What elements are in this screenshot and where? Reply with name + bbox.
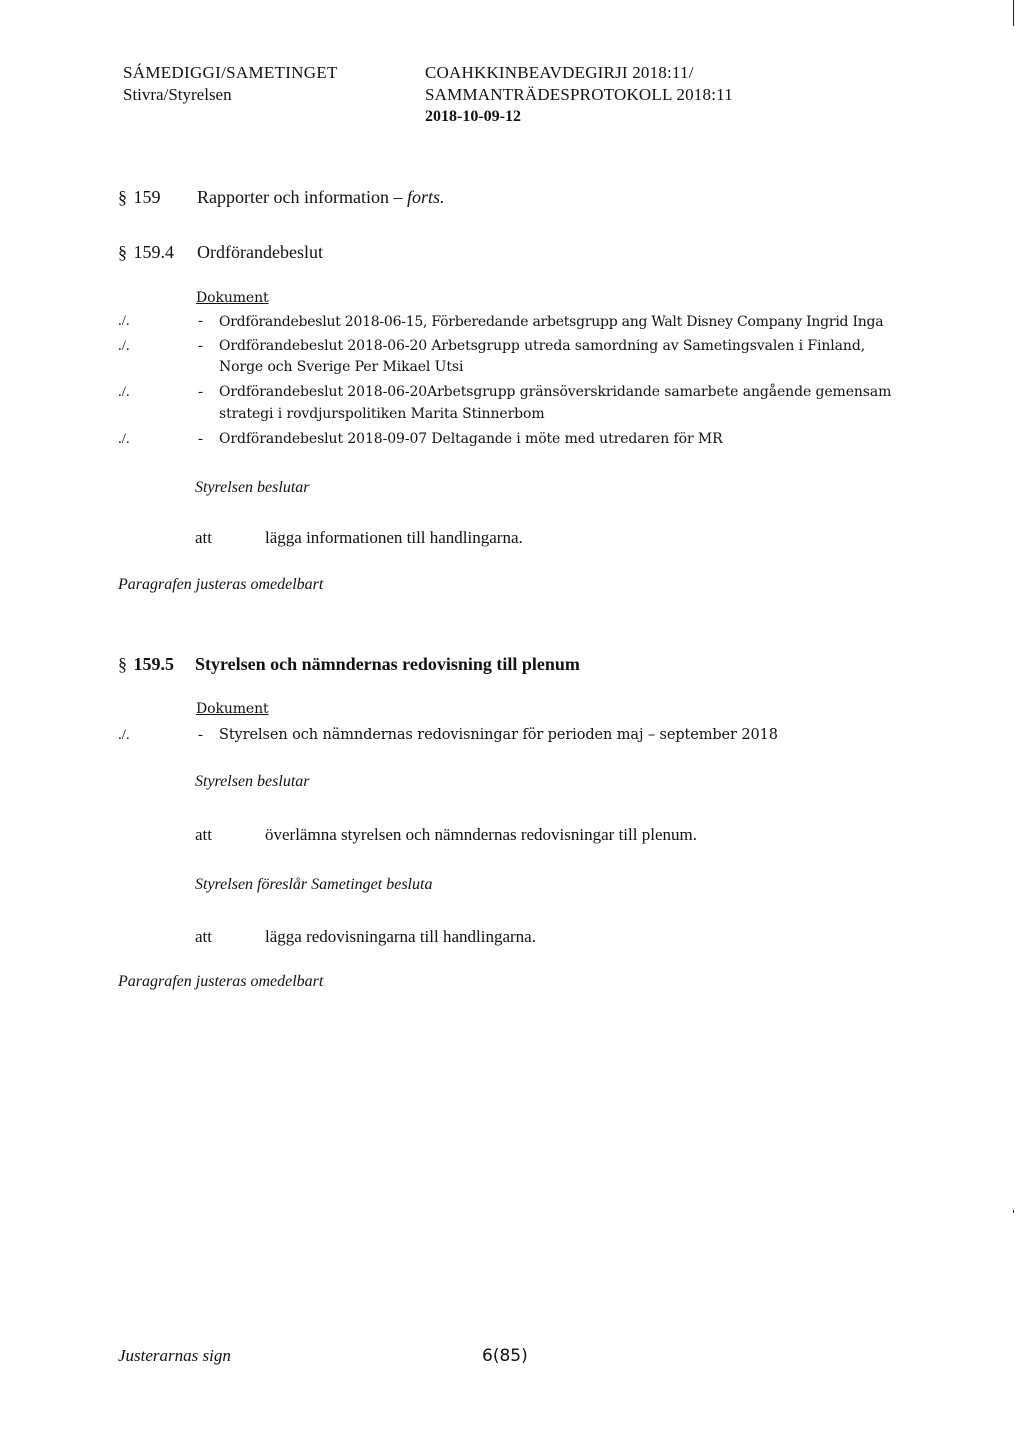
documents-heading: Dokument xyxy=(196,290,269,306)
decision-heading: Styrelsen beslutar xyxy=(195,773,310,790)
section-title-forts: forts. xyxy=(406,187,445,207)
list-dash: - xyxy=(198,431,203,447)
attachment-mark: ./. xyxy=(118,384,130,400)
subsection-title: Ordförandebeslut xyxy=(197,242,323,262)
scan-edge-mark xyxy=(1013,1210,1014,1213)
header-board-name: Stivra/Styrelsen xyxy=(123,85,232,104)
decision-text: överlämna styrelsen och nämndernas redovisningar till plenum. xyxy=(265,825,697,844)
subsection-159-5-heading xyxy=(118,654,580,675)
list-dash: - xyxy=(198,313,203,329)
attachment-mark: ./. xyxy=(118,727,130,743)
justified-note: Paragrafen justeras omedelbart xyxy=(118,576,324,593)
decision-heading: Styrelsen beslutar xyxy=(195,479,310,496)
documents-heading: Dokument xyxy=(196,701,269,717)
document-item: Ordförandebeslut 2018-06-20 Arbetsgrupp utreda samordning av Sametingsvalen i Finland, xyxy=(219,338,866,354)
proposal-att: att xyxy=(195,927,212,946)
header-organization xyxy=(123,62,338,106)
section-number: 159 xyxy=(133,187,161,207)
header-protocol-swedish: SAMMANTRÄDESPROTOKOLL 2018:11 xyxy=(425,85,733,104)
document-item: Styrelsen och nämndernas redovisningar för perioden maj – september 2018 xyxy=(219,727,778,743)
page-number: 6(85) xyxy=(482,1346,528,1366)
proposal-text: lägga redovisningarna till handlingarna. xyxy=(265,927,536,946)
section-sign: § xyxy=(118,242,127,262)
header-org-name: SÁMEDIGGI/SAMETINGET xyxy=(123,63,338,82)
subsection-159-4-heading xyxy=(118,242,323,263)
document-item: Ordförandebeslut 2018-06-20Arbetsgrupp gränsöverskridande samarbete angående gemensam xyxy=(219,384,892,400)
header-document-info xyxy=(425,62,733,128)
signature-label: Justerarnas sign xyxy=(118,1346,231,1365)
decision-att: att xyxy=(195,825,212,844)
section-159-heading xyxy=(118,187,445,208)
subsection-number: 159.4 xyxy=(133,242,174,262)
subsection-number: 159.5 xyxy=(133,654,174,674)
header-date: 2018-10-09-12 xyxy=(425,108,521,125)
header-protocol-sami: COAHKKINBEAVDEGIRJI 2018:11/ xyxy=(425,63,694,82)
attachment-mark: ./. xyxy=(118,431,130,447)
list-dash: - xyxy=(198,384,203,400)
document-item-continued: Norge och Sverige Per Mikael Utsi xyxy=(219,359,464,375)
decision-att: att xyxy=(195,528,212,547)
attachment-mark: ./. xyxy=(118,338,130,354)
section-title: Rapporter och information – forts. xyxy=(197,187,445,207)
section-sign: § xyxy=(118,187,127,207)
document-item: Ordförandebeslut 2018-06-15, Förberedande arbetsgrupp ang Walt Disney Company Ingrid Inga xyxy=(219,314,884,330)
justified-note: Paragrafen justeras omedelbart xyxy=(118,973,324,990)
list-dash: - xyxy=(198,727,203,743)
document-item: Ordförandebeslut 2018-09-07 Deltagande i möte med utredaren för MR xyxy=(219,431,723,447)
attachment-mark: ./. xyxy=(118,313,130,329)
list-dash: - xyxy=(198,338,203,354)
section-sign: § xyxy=(118,654,127,674)
subsection-title: Styrelsen och nämndernas redovisning till plenum xyxy=(195,654,580,674)
decision-text: lägga informationen till handlingarna. xyxy=(265,528,523,547)
scan-edge-mark xyxy=(1013,0,1014,26)
proposal-heading: Styrelsen föreslår Sametinget besluta xyxy=(195,876,433,893)
document-item-continued: strategi i rovdjurspolitiken Marita Stinnerbom xyxy=(219,406,545,422)
